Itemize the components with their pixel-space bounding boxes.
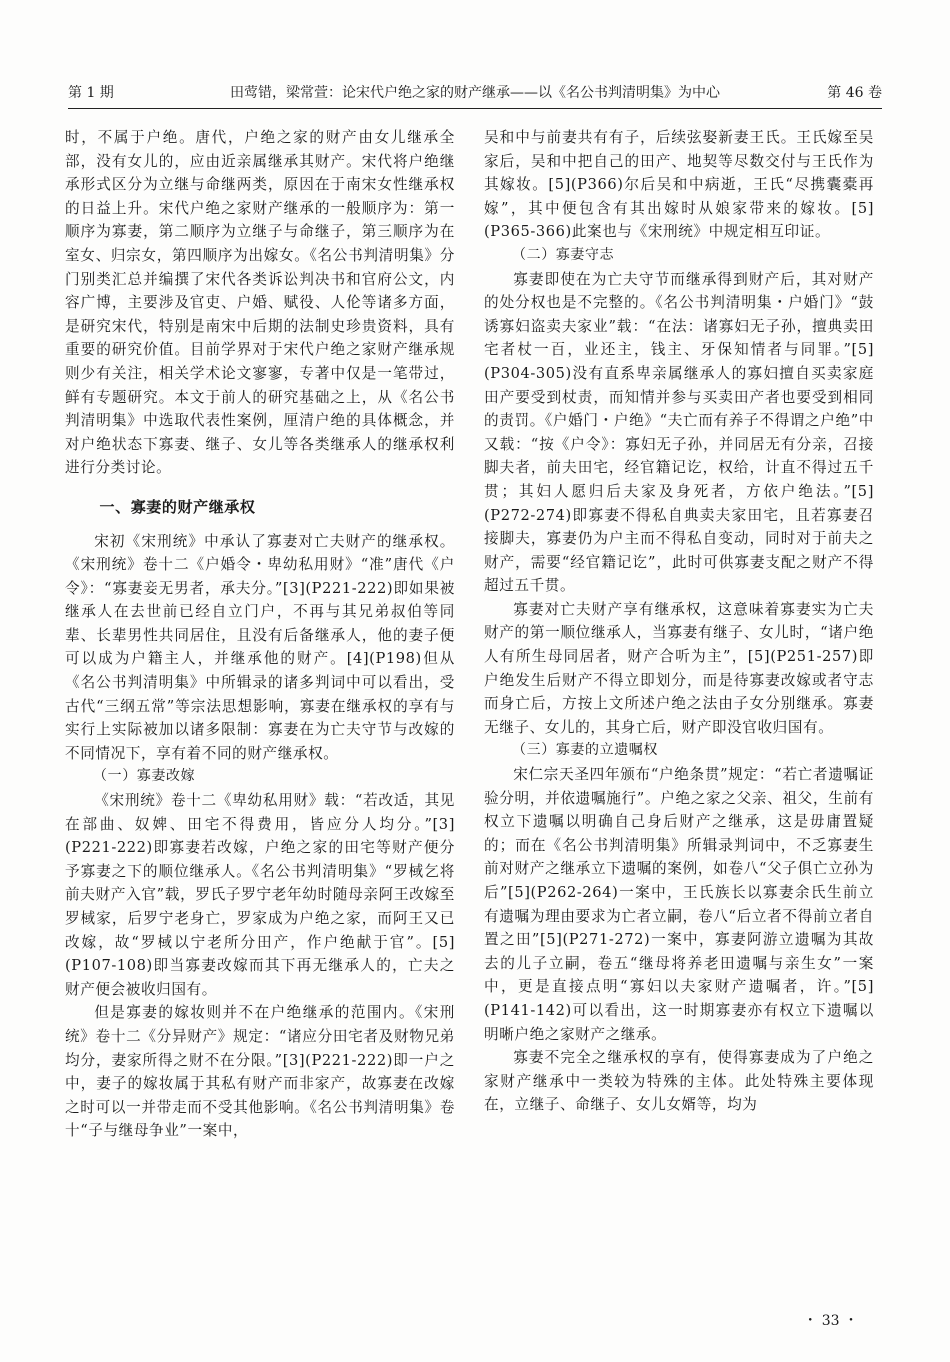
paragraph: 寡妻即使在为亡夫守节而继承得到财产后，其对财产的处分权也是不完整的。《名公书判清明集・户婚门》“鼓诱寡妇盗卖夫家业”载：“在法：诸寡妇无子孙，擅典卖田宅者杖一百，业还主，钱主、牙保知情者与同罪。”[5](P304-305)没有直系卑亲属继承人的寡妇擅自买卖家庭田产要受到杖责，而知情并参与买卖田产者也要受到相同的责罚。《户婚门・户绝》“夫亡而有养子不得谓之户绝”中又载：“按《户令》：寡妇无子孙，并同居无有分亲，召接脚夫者，前夫田宅，经官籍记讫，权给，计直不得过五千贯；其妇人愿归后夫家及身死者，方依户绝法。”[5](P272-274)即寡妻不得私自典卖夫家田宅，且若寡妻召接脚夫，寡妻仍为户主而不得私自变动，同时对于前夫之财产，需要“经官籍记讫”，此时可供寡妻支配之财产不得超过五千贯。 (484, 270, 874, 595)
header-divider (68, 108, 882, 109)
paragraph: 吴和中与前妻共有有子，后续弦娶新妻王氏。王氏嫁至吴家后，吴和中把自己的田产、地契等尽数交付与王氏作为其嫁妆。[5](P366)尔后吴和中病逝，王氏“尽携囊橐再嫁”，其中便包含有其出嫁时从娘家带来的嫁妆。[5](P365-366)此案也与《宋刑统》中规定相互印证。 (484, 129, 874, 241)
subsection-heading: （二）寡妻守志 (512, 246, 615, 263)
running-title: 田莺错，梁常萱：论宋代户绝之家的财产继承——以《名公书判清明集》为中心 (230, 85, 720, 101)
paragraph: 《宋刑统》卷十二《卑幼私用财》载：“若改适，其见在部曲、奴婢、田宅不得费用，皆应分人均分。”[3](P221-222)即寡妻若改嫁，户绝之家的田宅等财产便分予寡妻之下的顺位继承人。《名公书判清明集》“罗棫乞将前夫财产入官”载，罗氏子罗宁老年幼时随母亲阿王改嫁至罗棫家，后罗宁老身亡，罗家成为户绝之家，而阿王又已改嫁，故“罗棫以宁老所分田产，作户绝献于官”。[5](P107-108)即当寡妻改嫁而其下再无继承人的，亡夫之财产便会被收归国有。 (65, 792, 455, 998)
paragraph: 宋仁宗天圣四年颁布“户绝条贯”规定：“若亡者遗嘱证验分明，并依遗嘱施行”。户绝之家之父亲、祖父，生前有权立下遗嘱以明确自己身后财产之继承，这是毋庸置疑的；而在《名公书判清明集》所辑录判词中，不乏寡妻生前对财产之继承立下遗嘱的案例，如卷八“父子俱亡立孙为后”[5](P262-264)一案中，王氏族长以寡妻余氏生前立有遗嘱为理由要求为亡者立嗣，卷八“后立者不得前立者自置之田”[5](P271-272)一案中，寡妻阿游立遗嘱为其故去的儿子立嗣，卷五“继母将养老田遗嘱与亲生女”一案中，更是直接点明“寡妇以夫家财产遗嘱者，许。”[5](P141-142)可以看出，这一时期寡妻亦有权立下遗嘱以明晰户绝之家财产之继承。 (484, 766, 874, 1043)
paragraph: 但是寡妻的嫁妆则并不在户绝继承的范围内。《宋刑统》卷十二《分异财产》规定：“诸应分田宅者及财物兄弟均分，妻家所得之财不在分限。”[3](P221-222)即一户之中，妻子的嫁妆属于其私有财产而非家产，故寡妻在改嫁之时可以一并带走而不受其他影响。《名公书判清明集》卷十“子与继母争业”一案中， (65, 1004, 455, 1140)
issue-number: 第 1 期 (68, 85, 114, 101)
subsection-heading: （三）寡妻的立遗嘱权 (512, 742, 658, 759)
paragraph: 时，不属于户绝。唐代，户绝之家的财产由女儿继承全部，没有女儿的，应由近亲属继承其财产。宋代将户绝继承形式区分为立继与命继两类，原因在于南宋女性继承权的日益上升。宋代户绝之家财产继承的一般顺序为：第一顺序为寡妻，第二顺序为立继子与命继子，第三顺序为在室女、归宗女，第四顺序为出嫁女。《名公书判清明集》分门别类汇总并编撰了宋代各类诉讼判决书和官府公文，内容广博，主要涉及官吏、户婚、赋役、人伦等诸多方面，是研究宋代，特别是南宋中后期的法制史珍贵资料，具有重要的研究价值。目前学界对于宋代户绝之家财产继承规则少有关注，相关学术论文寥寥，专著中仅是一笔带过，鲜有专题研究。本文于前人的研究基础之上，从《名公书判清明集》中选取代表性案例，厘清户绝的具体概念，并对户绝状态下寡妻、继子、女儿等各类继承人的继承权利进行分类讨论。 (65, 129, 455, 477)
left-column (65, 126, 455, 1143)
paragraph: 寡妻不完全之继承权的享有，使得寡妻成为了户绝之家财产继承中一类较为特殊的主体。此处特殊主要体现在，立继子、命继子、女儿女婿等，均为 (484, 1049, 874, 1114)
paragraph: 宋初《宋刑统》中承认了寡妻对亡夫财产的继承权。《宋刑统》卷十二《户婚令・卑幼私用财》“准”唐代《户令》：“寡妻妾无男者，承夫分。”[3](P221-222)即如果被继承人在去世前已经自立门户，不再与其兄弟叔伯等同辈、长辈男性共同居住，且没有后备继承人，他的妻子便可以成为户籍主人，并继承他的财产。[4](P198)但从《名公书判清明集》中所辑录的诸多判词中可以看出，受古代“三纲五常”等宗法思想影响，寡妻在继承权的享有与实行上实际被加以诸多限制：寡妻在为亡夫守节与改嫁的不同情况下，享有着不同的财产继承权。 (65, 532, 455, 762)
page-number: ・ 33 ・ (803, 1313, 858, 1329)
paragraph: 寡妻对亡夫财产享有继承权，这意味着寡妻实为亡夫财产的第一顺位继承人，当寡妻有继子、女儿时，“诸户绝人有所生母同居者，财产合听为主”，[5](P251-257)即户绝发生后财产不得立即划分，而是待寡妻改嫁或者守志而身亡后，方按上文所述户绝之法由子女分别继承。寡妻无继子、女儿的，其身亡后，财产即没官收归国有。 (484, 600, 874, 736)
section-heading: 一、寡妻的财产继承权 (99, 497, 256, 516)
volume-number: 第 46 卷 (827, 85, 882, 101)
subsection-heading: （一）寡妻改嫁 (93, 768, 196, 785)
right-column (484, 126, 874, 1117)
running-header (68, 80, 882, 106)
